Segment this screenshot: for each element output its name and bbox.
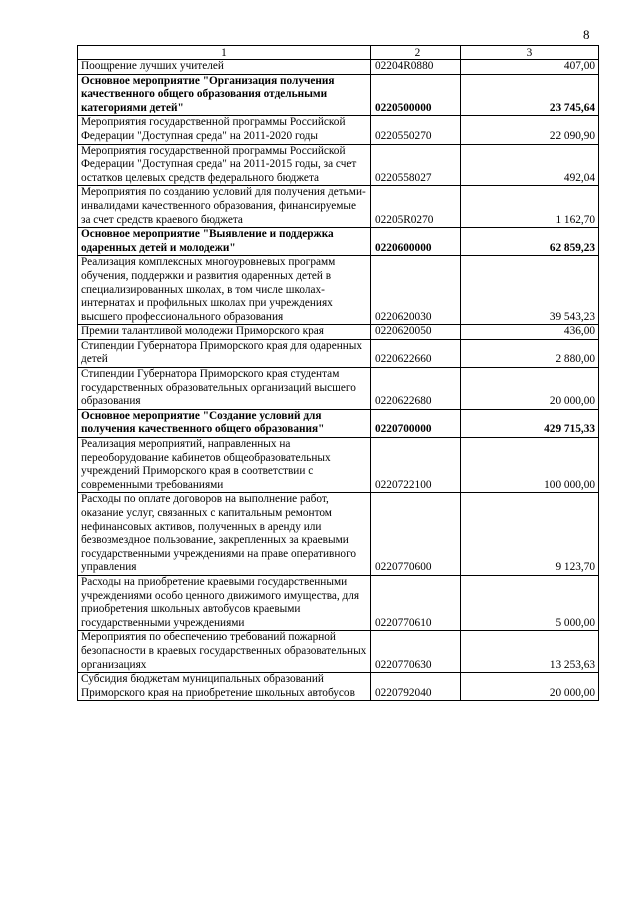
row-code: 0220620050 bbox=[371, 325, 461, 340]
page-number: 8 bbox=[583, 27, 590, 42]
table-row bbox=[78, 74, 599, 116]
table-row bbox=[78, 438, 599, 493]
row-amount: 39 543,23 bbox=[461, 256, 599, 325]
row-name: Расходы по оплате договоров на выполнение работ, оказание услуг, связанных с капитальным ремонтом нефинансовых активов, полученных в аренду или безвозмездное пользование, закрепленных за краевыми государственными учреждениями на праве оперативного управления bbox=[78, 493, 371, 576]
row-amount: 436,00 bbox=[461, 325, 599, 340]
row-name: Мероприятия по созданию условий для получения детьми-инвалидами качественного образования, финансируемые за счет средств краевого бюджета bbox=[78, 186, 371, 228]
row-code: 0220600000 bbox=[371, 228, 461, 256]
row-name: Основное мероприятие "Организация получения качественного общего образования отдельными категориями детей" bbox=[78, 74, 371, 116]
row-name: Стипендии Губернатора Приморского края студентам государственных образовательных организаций высшего образования bbox=[78, 368, 371, 410]
header-col-3: 3 bbox=[461, 46, 599, 60]
table-header-row bbox=[78, 46, 599, 60]
table-row bbox=[78, 116, 599, 144]
row-name: Мероприятия государственной программы Российской Федерации "Доступная среда" на 2011-2020 годы bbox=[78, 116, 371, 144]
table-row bbox=[78, 60, 599, 75]
row-code: 0220500000 bbox=[371, 74, 461, 116]
row-name: Реализация мероприятий, направленных на переоборудование кабинетов общеобразовательных учреждений Приморского края в соответствии с современными требованиями bbox=[78, 438, 371, 493]
row-code: 0220770630 bbox=[371, 631, 461, 673]
header-col-1: 1 bbox=[78, 46, 371, 60]
row-name: Поощрение лучших учителей bbox=[78, 60, 371, 75]
row-code: 0220622660 bbox=[371, 339, 461, 367]
row-code: 0220550270 bbox=[371, 116, 461, 144]
row-amount: 5 000,00 bbox=[461, 575, 599, 630]
table-row bbox=[78, 325, 599, 340]
row-name: Премии талантливой молодежи Приморского края bbox=[78, 325, 371, 340]
table-row bbox=[78, 493, 599, 576]
row-amount: 429 715,33 bbox=[461, 409, 599, 437]
row-name: Расходы на приобретение краевыми государственными учреждениями особо ценного движимого имущества, для приобретения школьных автобусов краевыми государственными учреждениями bbox=[78, 575, 371, 630]
header-col-2: 2 bbox=[371, 46, 461, 60]
row-name: Мероприятия по обеспечению требований пожарной безопасности в краевых государственных образовательных организациях bbox=[78, 631, 371, 673]
table-row bbox=[78, 339, 599, 367]
row-amount: 407,00 bbox=[461, 60, 599, 75]
row-name: Основное мероприятие "Создание условий для получения качественного общего образования" bbox=[78, 409, 371, 437]
table-row bbox=[78, 186, 599, 228]
table-row bbox=[78, 368, 599, 410]
row-code: 0220770600 bbox=[371, 493, 461, 576]
row-amount: 13 253,63 bbox=[461, 631, 599, 673]
row-amount: 20 000,00 bbox=[461, 673, 599, 701]
table-row bbox=[78, 409, 599, 437]
row-code: 0220792040 bbox=[371, 673, 461, 701]
row-amount: 23 745,64 bbox=[461, 74, 599, 116]
budget-table bbox=[77, 45, 599, 701]
row-name: Основное мероприятие "Выявление и поддержка одаренных детей и молодежи" bbox=[78, 228, 371, 256]
row-amount: 20 000,00 bbox=[461, 368, 599, 410]
row-code: 0220770610 bbox=[371, 575, 461, 630]
row-code: 0220620030 bbox=[371, 256, 461, 325]
row-name: Субсидия бюджетам муниципальных образований Приморского края на приобретение школьных автобусов bbox=[78, 673, 371, 701]
row-amount: 22 090,90 bbox=[461, 116, 599, 144]
row-amount: 1 162,70 bbox=[461, 186, 599, 228]
row-amount: 62 859,23 bbox=[461, 228, 599, 256]
budget-table-body bbox=[78, 46, 599, 701]
row-amount: 9 123,70 bbox=[461, 493, 599, 576]
row-code: 02204R0880 bbox=[371, 60, 461, 75]
row-code: 0220722100 bbox=[371, 438, 461, 493]
row-name: Стипендии Губернатора Приморского края для одаренных детей bbox=[78, 339, 371, 367]
table-row bbox=[78, 144, 599, 186]
row-code: 0220700000 bbox=[371, 409, 461, 437]
row-amount: 100 000,00 bbox=[461, 438, 599, 493]
table-row bbox=[78, 575, 599, 630]
table-row bbox=[78, 631, 599, 673]
table-row bbox=[78, 673, 599, 701]
row-code: 0220558027 bbox=[371, 144, 461, 186]
table-row bbox=[78, 256, 599, 325]
row-code: 0220622680 bbox=[371, 368, 461, 410]
row-name: Мероприятия государственной программы Российской Федерации "Доступная среда" на 2011-2015 годы, за счет остатков целевых средств федерального бюджета bbox=[78, 144, 371, 186]
row-amount: 2 880,00 bbox=[461, 339, 599, 367]
row-code: 02205R0270 bbox=[371, 186, 461, 228]
row-amount: 492,04 bbox=[461, 144, 599, 186]
table-row bbox=[78, 228, 599, 256]
row-name: Реализация комплексных многоуровневых программ обучения, поддержки и развития одаренных детей в специализированных школах, в том числе школах-интернатах и профильных школах при учреждениях высшего профессионального образования bbox=[78, 256, 371, 325]
